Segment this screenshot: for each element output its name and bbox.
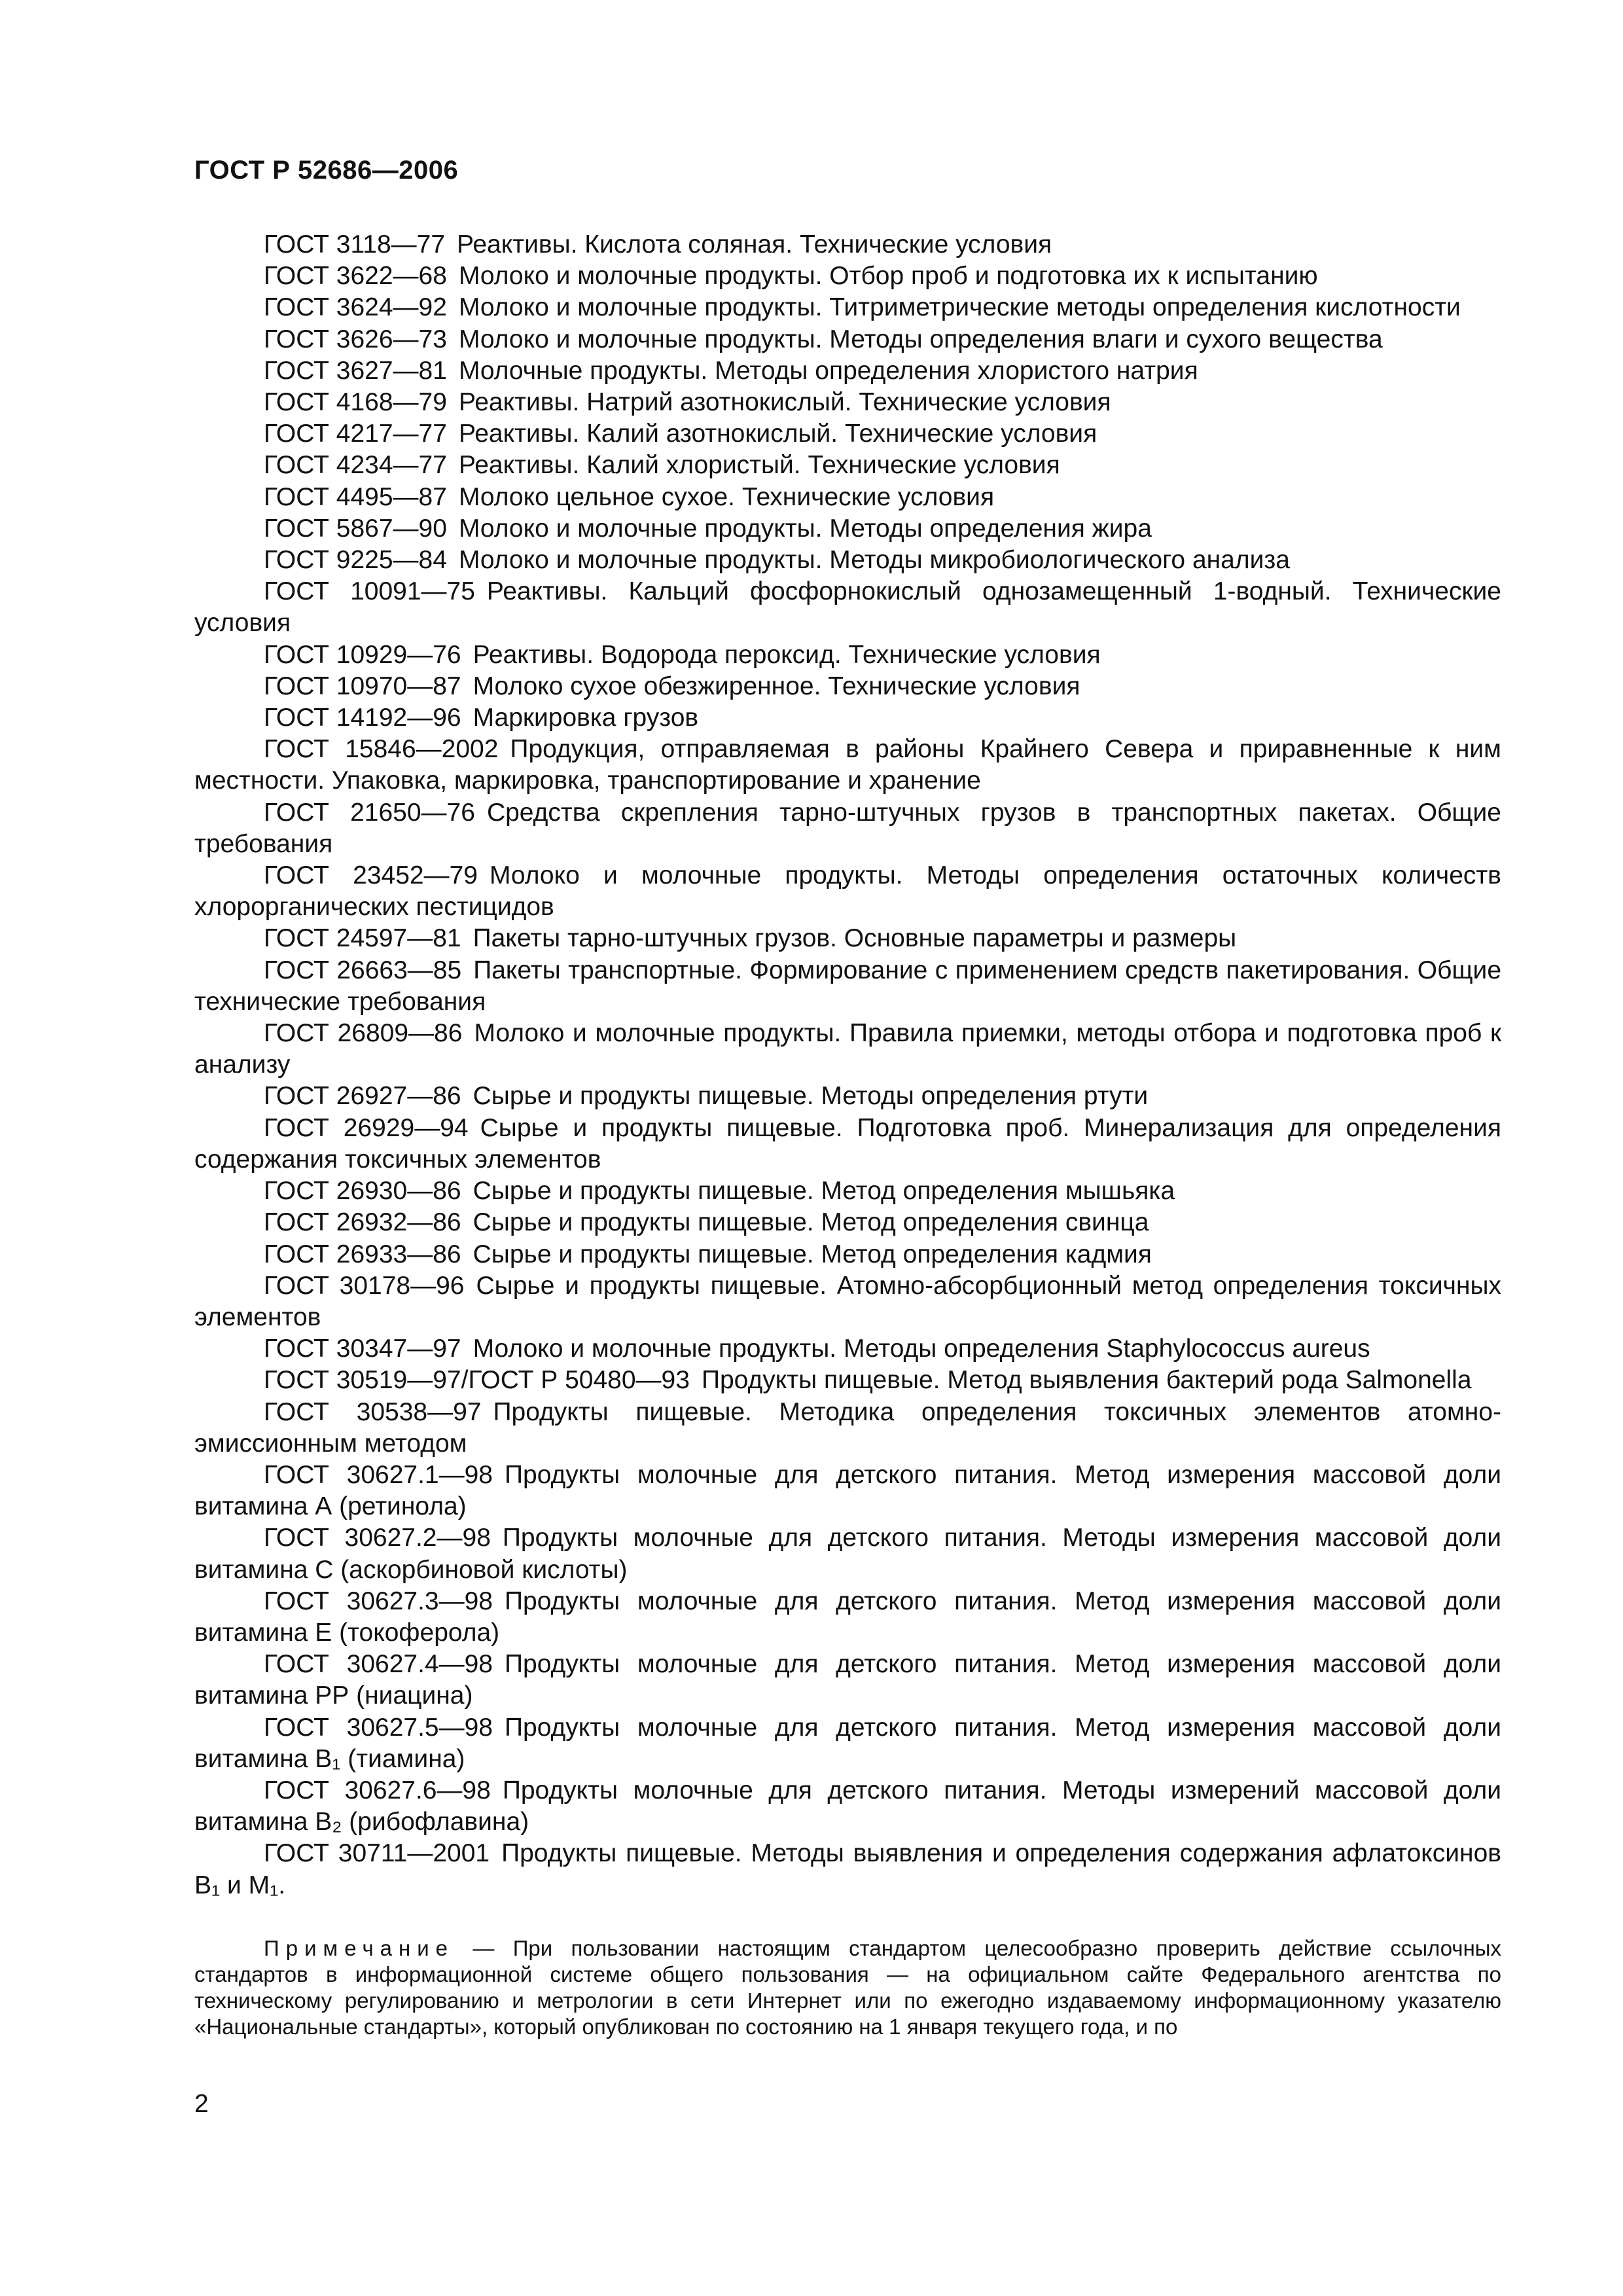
reference-title: Сырье и продукты пищевые. Метод определения мышьяка: [473, 1177, 1175, 1206]
reference-code: ГОСТ 3627—81: [264, 356, 447, 385]
reference-item: [194, 260, 1501, 292]
reference-title: Пакеты транспортные. Формирование с применением средств пакетирования. Общие технические требования: [194, 956, 1502, 1016]
reference-item: [194, 1397, 1501, 1460]
note-label: Примечание: [264, 1936, 455, 1960]
reference-item: [194, 1333, 1501, 1365]
reference-title: Молоко и молочные продукты. Титриметрические методы определения кислотности: [458, 293, 1461, 322]
reference-title: Молочные продукты. Методы определения хлористого натрия: [458, 356, 1198, 385]
reference-code: ГОСТ 30627.4—98: [264, 1650, 493, 1679]
reference-item: [194, 1649, 1501, 1712]
reference-code: ГОСТ 9225—84: [264, 546, 447, 575]
reference-title: Молоко и молочные продукты. Методы определения влаги и сухого вещества: [458, 325, 1383, 353]
reference-code: ГОСТ 30627.1—98: [264, 1460, 493, 1489]
reference-title: Продукты молочные для детского питания. Метод измерения массовой доли витамина РР (ниацина): [194, 1650, 1501, 1710]
reference-item: [194, 734, 1501, 797]
reference-code: ГОСТ 5867—90: [264, 514, 447, 543]
reference-title: Продукция, отправляемая в районы Крайнего Севера и приравненные к ним местности. Упаковка, маркировка, транспортирование и хранение: [194, 735, 1501, 795]
reference-code: ГОСТ 15846—2002: [264, 735, 499, 764]
reference-title: Молоко и молочные продукты. Правила приемки, методы отбора и подготовка проб к анализу: [194, 1019, 1502, 1079]
reference-code: ГОСТ 30627.3—98: [264, 1587, 493, 1615]
reference-code: ГОСТ 3626—73: [264, 325, 447, 353]
reference-code: ГОСТ 21650—76: [264, 798, 475, 827]
reference-item: [194, 955, 1501, 1018]
reference-item: [194, 1239, 1501, 1270]
reference-item: [194, 576, 1501, 639]
reference-item: [194, 387, 1501, 418]
reference-item: [194, 292, 1501, 323]
reference-title: Продукты пищевые. Метод выявления бактерий рода Salmonella: [701, 1366, 1472, 1395]
normative-references-list: [194, 229, 1501, 1901]
reference-title: Продукты молочные для детского питания. Метод измерения массовой доли витамина Е (токоферола): [194, 1587, 1501, 1647]
reference-title: Реактивы. Кислота соляная. Технические условия: [457, 230, 1052, 259]
reference-item: [194, 1018, 1501, 1081]
reference-item: [194, 1081, 1501, 1112]
reference-code: ГОСТ 30627.5—98: [264, 1713, 493, 1742]
reference-code: ГОСТ 30711—2001: [264, 1839, 490, 1868]
reference-item: [194, 229, 1501, 260]
reference-title: Сырье и продукты пищевые. Атомно-абсорбционный метод определения токсичных элементов: [194, 1271, 1502, 1331]
reference-code: ГОСТ 3622—68: [264, 262, 447, 291]
reference-code: ГОСТ 30627.2—98: [264, 1524, 491, 1552]
reference-code: ГОСТ 10929—76: [264, 640, 461, 669]
reference-title: Продукты молочные для детского питания. Метод измерения массовой доли витамина А (ретинола): [194, 1460, 1501, 1521]
reference-code: ГОСТ 24597—81: [264, 924, 461, 953]
reference-item: [194, 1175, 1501, 1207]
reference-code: ГОСТ 30519—97/ГОСТ Р 50480—93: [264, 1366, 690, 1395]
reference-code: ГОСТ 26809—86: [264, 1019, 463, 1048]
note-text: — При пользовании настоящим стандартом целесообразно проверить действие ссылочных стандартов в информационной системе общего пользования — на официальном сайте Федерального агентства по техническому регулированию и метрологии в сети Интернет или по ежегодно издаваемому информационному указателю «Национальные стандарты», который опубликован по состоянию на 1 января текущего года, и по: [194, 1936, 1502, 2039]
reference-item: [194, 1838, 1501, 1901]
reference-title: Реактивы. Калий азотнокислый. Технические условия: [458, 420, 1097, 448]
reference-title: Продукты пищевые. Методика определения токсичных элементов атомно-эмиссионным методом: [194, 1397, 1501, 1458]
reference-code: ГОСТ 26927—86: [264, 1082, 461, 1111]
reference-title: Маркировка грузов: [473, 704, 699, 732]
reference-title: Сырье и продукты пищевые. Метод определения кадмия: [473, 1240, 1152, 1268]
reference-title: Молоко и молочные продукты. Методы микробиологического анализа: [458, 546, 1290, 575]
page-number: 2: [194, 2090, 209, 2118]
reference-item: [194, 1460, 1501, 1522]
reference-code: ГОСТ 4217—77: [264, 420, 447, 448]
reference-code: ГОСТ 30627.6—98: [264, 1776, 491, 1804]
reference-item: [194, 1522, 1501, 1585]
reference-item: [194, 1113, 1501, 1175]
reference-title: Молоко и молочные продукты. Методы определения Staphylococcus aureus: [473, 1335, 1370, 1363]
reference-item: [194, 860, 1501, 923]
reference-code: ГОСТ 3624—92: [264, 293, 447, 322]
reference-title: Продукты молочные для детского питания. Методы измерений массовой доли витамина В₂ (рибофлавина): [194, 1776, 1501, 1837]
reference-item: [194, 513, 1501, 545]
reference-code: ГОСТ 4495—87: [264, 482, 447, 511]
reference-title: Реактивы. Кальций фосфорнокислый однозамещенный 1-водный. Технические условия: [194, 577, 1501, 637]
reference-item: [194, 1775, 1501, 1838]
reference-code: ГОСТ 26930—86: [264, 1177, 461, 1206]
reference-code: ГОСТ 10970—87: [264, 672, 461, 700]
reference-item: [194, 418, 1501, 450]
reference-code: ГОСТ 26929—94: [264, 1113, 469, 1142]
reference-title: Сырье и продукты пищевые. Подготовка проб. Минерализация для определения содержания токсичных элементов: [194, 1113, 1501, 1174]
reference-item: [194, 923, 1501, 954]
reference-item: [194, 639, 1501, 671]
note-paragraph: [194, 1935, 1501, 2040]
reference-title: Реактивы. Калий хлористый. Технические условия: [458, 451, 1060, 480]
reference-title: Продукты молочные для детского питания. Метод измерения массовой доли витамина В₁ (тиамина): [194, 1713, 1501, 1773]
reference-item: [194, 324, 1501, 355]
reference-code: ГОСТ 26933—86: [264, 1240, 461, 1268]
reference-code: ГОСТ 26663—85: [264, 956, 462, 984]
reference-code: ГОСТ 26932—86: [264, 1208, 461, 1237]
reference-title: Реактивы. Натрий азотнокислый. Технические условия: [458, 388, 1111, 417]
reference-title: Сырье и продукты пищевые. Методы определения ртути: [473, 1082, 1149, 1111]
reference-title: Молоко и молочные продукты. Методы определения остаточных количеств хлорорганических пестицидов: [194, 861, 1501, 922]
reference-code: ГОСТ 14192—96: [264, 704, 461, 732]
reference-item: [194, 1207, 1501, 1238]
reference-code: ГОСТ 30347—97: [264, 1335, 461, 1363]
reference-item: [194, 1365, 1501, 1396]
reference-item: [194, 355, 1501, 387]
reference-title: Средства скрепления тарно-штучных грузов в транспортных пакетах. Общие требования: [194, 798, 1501, 858]
reference-item: [194, 671, 1501, 702]
reference-title: Молоко и молочные продукты. Отбор проб и подготовка их к испытанию: [458, 262, 1318, 291]
reference-title: Молоко сухое обезжиренное. Технические условия: [473, 672, 1080, 700]
reference-item: [194, 1270, 1501, 1333]
reference-item: [194, 1712, 1501, 1775]
reference-item: [194, 450, 1501, 481]
reference-code: ГОСТ 10091—75: [264, 577, 475, 606]
reference-code: ГОСТ 3118—77: [264, 230, 446, 259]
reference-title: Продукты пищевые. Методы выявления и определения содержания афлатоксинов В₁ и М₁.: [194, 1839, 1502, 1899]
reference-title: Молоко цельное сухое. Технические условия: [458, 482, 995, 511]
reference-item: [194, 545, 1501, 576]
reference-code: ГОСТ 4234—77: [264, 451, 447, 480]
page-header-standard-id: ГОСТ Р 52686—2006: [194, 156, 459, 185]
reference-code: ГОСТ 30178—96: [264, 1271, 465, 1300]
reference-title: Сырье и продукты пищевые. Метод определения свинца: [473, 1208, 1149, 1237]
reference-title: Реактивы. Водорода пероксид. Технические условия: [473, 640, 1101, 669]
reference-item: [194, 1586, 1501, 1649]
reference-code: ГОСТ 30538—97: [264, 1397, 482, 1426]
reference-title: Продукты молочные для детского питания. Методы измерения массовой доли витамина С (аскорбиновой кислоты): [194, 1524, 1501, 1584]
reference-code: ГОСТ 23452—79: [264, 861, 478, 890]
reference-item: [194, 482, 1501, 513]
reference-item: [194, 797, 1501, 860]
reference-title: Молоко и молочные продукты. Методы определения жира: [458, 514, 1152, 543]
reference-title: Пакеты тарно-штучных грузов. Основные параметры и размеры: [473, 924, 1237, 953]
reference-item: [194, 702, 1501, 734]
reference-code: ГОСТ 4168—79: [264, 388, 447, 417]
